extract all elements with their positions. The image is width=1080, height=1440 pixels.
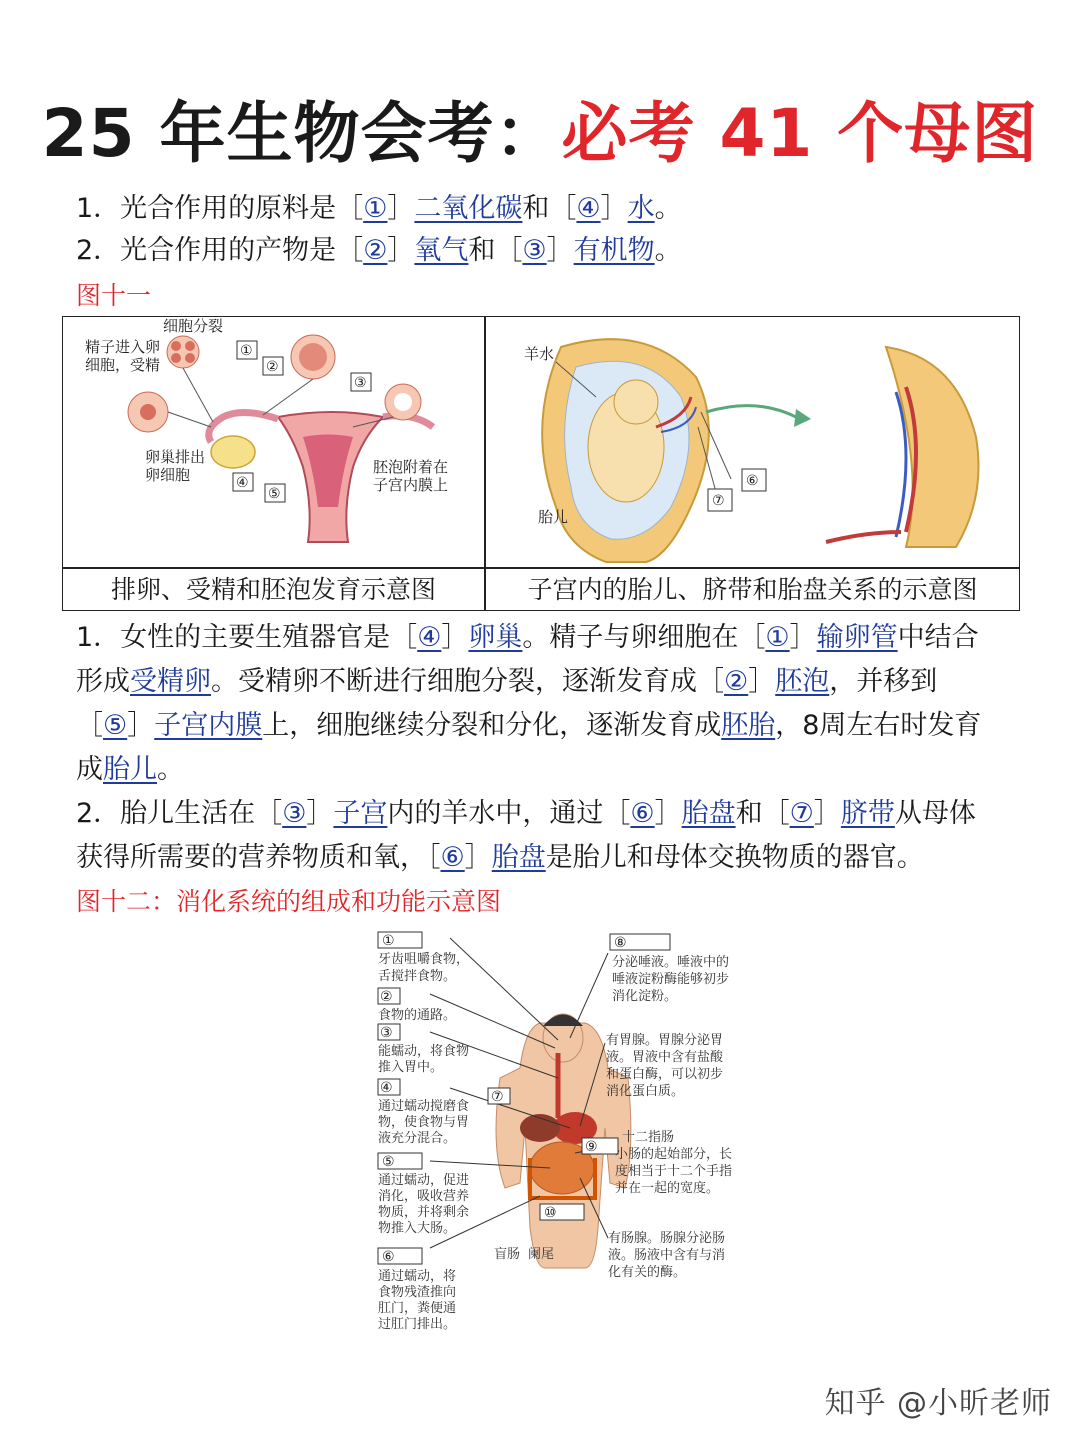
- svg-text:食物残渣推向: 食物残渣推向: [378, 1285, 457, 1300]
- svg-text:⑤: ⑤: [382, 1154, 395, 1170]
- svg-text:食物的通路。: 食物的通路。: [378, 1008, 457, 1023]
- svg-text:③: ③: [380, 1025, 393, 1041]
- figure-11-right-caption: 子宫内的胎儿、脐带和胎盘关系的示意图: [527, 575, 978, 604]
- svg-text:唾液淀粉酶能够初步: 唾液淀粉酶能够初步: [612, 972, 730, 987]
- svg-text:阑尾: 阑尾: [528, 1247, 555, 1262]
- svg-text:过肛门排出。: 过肛门排出。: [378, 1317, 457, 1332]
- svg-text:盲肠: 盲肠: [494, 1247, 521, 1262]
- svg-text:⑧: ⑧: [614, 935, 627, 951]
- svg-text:十二指肠: 十二指肠: [622, 1130, 675, 1145]
- svg-text:胚泡附着在: 胚泡附着在: [373, 458, 449, 476]
- svg-text:物质，并将剩余: 物质，并将剩余: [378, 1205, 470, 1220]
- svg-text:物推入大肠。: 物推入大肠。: [378, 1221, 457, 1236]
- svg-text:小肠的起始部分，长: 小肠的起始部分，长: [615, 1147, 733, 1162]
- svg-text:能蠕动，将食物: 能蠕动，将食物: [378, 1044, 470, 1059]
- svg-text:⑦: ⑦: [712, 493, 725, 509]
- svg-text:⑩: ⑩: [544, 1205, 557, 1221]
- svg-text:液充分混合。: 液充分混合。: [378, 1131, 457, 1146]
- svg-text:消化，吸收营养: 消化，吸收营养: [378, 1189, 470, 1204]
- svg-text:精子进入卵: 精子进入卵: [85, 338, 161, 356]
- svg-text:有肠腺。肠腺分泌肠: 有肠腺。肠腺分泌肠: [608, 1231, 726, 1246]
- svg-text:分泌唾液。唾液中的: 分泌唾液。唾液中的: [612, 955, 730, 970]
- fetus-placenta-diagram: [486, 317, 1019, 567]
- watermark: 知乎 @小昕老师: [824, 1386, 1052, 1421]
- svg-text:推入胃中。: 推入胃中。: [378, 1060, 444, 1075]
- svg-text:消化蛋白质。: 消化蛋白质。: [606, 1084, 685, 1099]
- svg-text:⑥: ⑥: [382, 1249, 395, 1265]
- svg-text:⑥: ⑥: [746, 473, 759, 489]
- svg-text:⑤: ⑤: [268, 486, 281, 502]
- svg-text:胎儿: 胎儿: [538, 508, 569, 526]
- svg-text:⑨: ⑨: [585, 1139, 598, 1155]
- svg-text:②: ②: [266, 359, 279, 375]
- figure-11-left-caption: 排卵、受精和胚泡发育示意图: [110, 575, 436, 604]
- figure-11-table: [62, 316, 1020, 611]
- svg-text:①: ①: [382, 933, 395, 949]
- svg-text:④: ④: [380, 1080, 393, 1096]
- reproduction-paragraph-1: 1．女性的主要生殖器官是［④］卵巢。精子与卵细胞在［①］输卵管中结合形成受精卵。受精卵不断进行细胞分裂，逐渐发育成［②］胚泡，并移到［⑤］子宫内膜上，细胞继续分裂和分化，逐渐发育成胚胎，8周左右时发育成胎儿。: [76, 622, 982, 785]
- svg-text:牙齿咀嚼食物，: 牙齿咀嚼食物，: [378, 952, 470, 967]
- svg-text:度相当于十二个手指: 度相当于十二个手指: [615, 1164, 733, 1179]
- label-cell-division: 细胞分裂: [163, 317, 224, 335]
- svg-text:肛门，粪便通: 肛门，粪便通: [378, 1301, 457, 1316]
- svg-text:⑦: ⑦: [491, 1089, 504, 1105]
- svg-text:和蛋白酶，可以初步: 和蛋白酶，可以初步: [606, 1067, 724, 1082]
- digestive-system-diagram: [370, 928, 770, 1348]
- svg-text:化有关的酶。: 化有关的酶。: [608, 1265, 687, 1280]
- svg-text:羊水: 羊水: [524, 345, 555, 363]
- photosynthesis-products: 2．光合作用的产物是［②］氧气和［③］有机物。: [76, 235, 682, 266]
- svg-text:通过蠕动搅磨食: 通过蠕动搅磨食: [378, 1099, 470, 1114]
- svg-text:④: ④: [236, 475, 249, 491]
- svg-text:液。胃液中含有盐酸: 液。胃液中含有盐酸: [606, 1050, 724, 1065]
- page-title: 25 年生物会考：必考 41 个母图: [41, 95, 1039, 172]
- svg-text:物，使食物与胃: 物，使食物与胃: [378, 1115, 470, 1130]
- svg-text:①: ①: [240, 343, 253, 359]
- svg-text:细胞，受精: 细胞，受精: [85, 356, 161, 374]
- svg-text:消化淀粉。: 消化淀粉。: [612, 989, 678, 1004]
- svg-text:③: ③: [354, 375, 367, 391]
- figure-12-heading: 图十二：消化系统的组成和功能示意图: [76, 887, 502, 916]
- svg-text:液。肠液中含有与消: 液。肠液中含有与消: [608, 1248, 726, 1263]
- svg-text:有胃腺。胃腺分泌胃: 有胃腺。胃腺分泌胃: [606, 1033, 724, 1048]
- svg-text:②: ②: [380, 989, 393, 1005]
- figure-11-heading: 图十一: [76, 281, 152, 310]
- svg-text:通过蠕动，将: 通过蠕动，将: [378, 1269, 457, 1284]
- ovulation-diagram: [63, 317, 483, 567]
- photosynthesis-raw-materials: 1．光合作用的原料是［①］二氧化碳和［④］水。: [76, 193, 682, 224]
- svg-text:卵细胞: 卵细胞: [145, 466, 191, 484]
- svg-text:并在一起的宽度。: 并在一起的宽度。: [615, 1181, 720, 1196]
- svg-text:子宫内膜上: 子宫内膜上: [373, 476, 449, 494]
- svg-text:舌搅拌食物。: 舌搅拌食物。: [378, 969, 457, 984]
- svg-text:卵巢排出: 卵巢排出: [145, 448, 206, 466]
- svg-text:通过蠕动，促进: 通过蠕动，促进: [378, 1173, 470, 1188]
- reproduction-paragraph-2: 2．胎儿生活在［③］子宫内的羊水中，通过［⑥］胎盘和［⑦］脐带从母体获得所需要的营养物质和氧，［⑥］胎盘是胎儿和母体交换物质的器官。: [76, 798, 976, 873]
